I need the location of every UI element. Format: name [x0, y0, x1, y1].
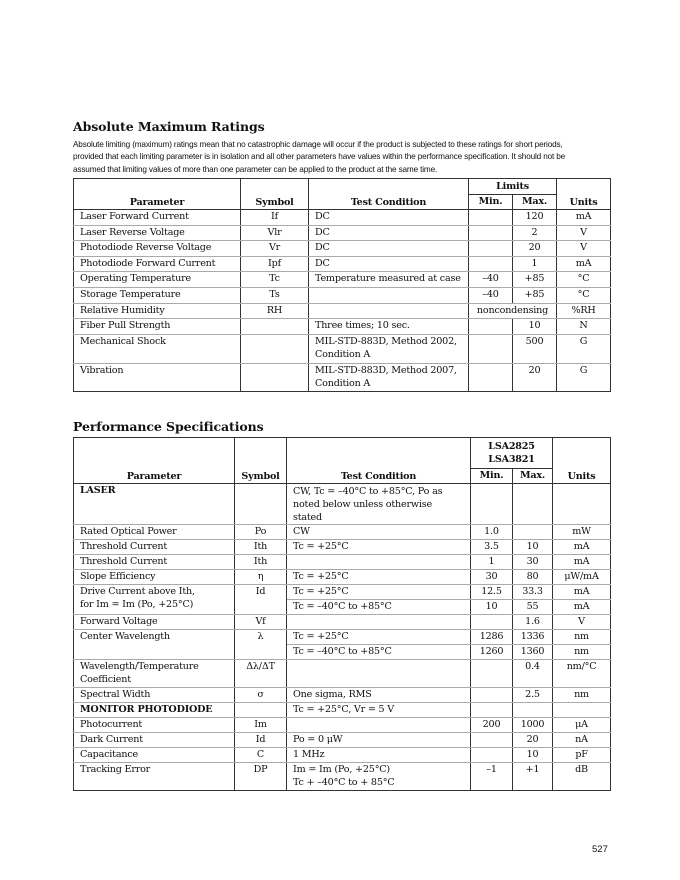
condition-cell: CW: [287, 525, 471, 540]
param-line: Coefficient: [80, 674, 131, 685]
max-cell: 1336: [513, 630, 553, 645]
condition-cell: Tc = +25°C: [287, 540, 471, 555]
min-cell: [471, 688, 513, 703]
units-cell: mA: [553, 585, 611, 600]
max-cell: 33.3: [513, 585, 553, 600]
table-row: [74, 287, 611, 303]
table-row: [74, 615, 611, 630]
units-cell: mA: [553, 540, 611, 555]
intro-line: Absolute limiting (maximum) ratings mean that no catastrophic damage will occur if the product is subjected to these ratings for short periods,: [73, 140, 563, 149]
units-cell: [553, 484, 611, 525]
symbol-cell: η: [235, 570, 287, 585]
max-cell: 1000: [513, 718, 553, 733]
section-label-monitor: MONITOR PHOTODIODE: [74, 703, 235, 718]
symbol-cell: Vr: [241, 241, 309, 257]
condition-cell: Tc = –40°C to +85°C: [287, 600, 471, 615]
col-header-parameter: Parameter: [74, 179, 241, 210]
table-row: [74, 718, 611, 733]
max-cell: 20: [513, 733, 553, 748]
param-line: for Im = Im (Po, +25°C): [80, 599, 194, 610]
symbol-cell: Ith: [235, 540, 287, 555]
units-cell: mA: [557, 210, 611, 226]
symbol-cell: [235, 484, 287, 525]
condition-line: CW, Tc = –40°C to +85°C, Po as: [293, 486, 443, 497]
col-header-max: Max.: [513, 195, 557, 210]
condition-cell: [309, 287, 469, 303]
units-cell: %RH: [557, 303, 611, 319]
max-cell: 30: [513, 555, 553, 570]
param-line: Wavelength/Temperature: [80, 661, 199, 672]
min-cell: 12.5: [471, 585, 513, 600]
min-cell: [469, 319, 513, 335]
min-cell: –40: [469, 287, 513, 303]
min-cell: [471, 748, 513, 763]
min-cell: [471, 484, 513, 525]
units-cell: nm: [553, 630, 611, 645]
units-cell: V: [557, 225, 611, 241]
symbol-cell: Vf: [235, 615, 287, 630]
table-row: [74, 585, 611, 600]
symbol-cell: λ: [235, 630, 287, 660]
units-cell: V: [557, 241, 611, 257]
symbol-cell: RH: [241, 303, 309, 319]
condition-line: Tc + –40°C to + 85°C: [293, 777, 395, 788]
min-cell: 30: [471, 570, 513, 585]
units-cell: °C: [557, 272, 611, 288]
min-cell: [469, 363, 513, 392]
min-cell: [469, 256, 513, 272]
table-row: [74, 256, 611, 272]
max-cell: 20: [513, 241, 557, 257]
max-cell: 1.6: [513, 615, 553, 630]
max-cell: 2: [513, 225, 557, 241]
max-cell: [513, 525, 553, 540]
condition-line: MIL-STD-883D, Method 2007,: [315, 364, 457, 376]
param-cell: Photodiode Forward Current: [74, 256, 241, 272]
symbol-cell: Vlr: [241, 225, 309, 241]
table-row: [74, 555, 611, 570]
performance-table: [73, 437, 611, 791]
condition-cell: DC: [309, 210, 469, 226]
col-header-max: Max.: [513, 469, 553, 484]
param-cell: Threshold Current: [74, 540, 235, 555]
min-cell: [469, 210, 513, 226]
condition-line: stated: [293, 512, 322, 523]
condition-cell: [287, 660, 471, 688]
limits-span-cell: noncondensing: [469, 303, 557, 319]
table-row: [74, 334, 611, 363]
condition-line: MIL-STD-883D, Method 2002,: [315, 335, 457, 347]
condition-cell: Temperature measured at case: [309, 272, 469, 288]
units-cell: nm/°C: [553, 660, 611, 688]
section-label-laser: LASER: [74, 484, 235, 525]
units-cell: dB: [553, 763, 611, 791]
absolute-max-title: Absolute Maximum Ratings: [73, 119, 265, 134]
condition-cell: DC: [309, 241, 469, 257]
symbol-cell: If: [241, 210, 309, 226]
param-cell: Forward Voltage: [74, 615, 235, 630]
condition-cell: Tc = +25°C: [287, 630, 471, 645]
symbol-cell: Id: [235, 585, 287, 615]
min-cell: [469, 225, 513, 241]
units-cell: V: [553, 615, 611, 630]
max-cell: 55: [513, 600, 553, 615]
table-row: [74, 630, 611, 645]
param-cell: Rated Optical Power: [74, 525, 235, 540]
symbol-cell: Ts: [241, 287, 309, 303]
max-cell: 10: [513, 319, 557, 335]
condition-cell: Tc = +25°C: [287, 570, 471, 585]
table-row: [74, 525, 611, 540]
col-header-models: [471, 438, 553, 469]
param-cell: Vibration: [74, 363, 241, 392]
param-cell: Photodiode Reverse Voltage: [74, 241, 241, 257]
max-cell: 10: [513, 540, 553, 555]
table-row: [74, 688, 611, 703]
table-row: [74, 319, 611, 335]
symbol-cell: [241, 363, 309, 392]
condition-cell: [309, 363, 469, 392]
table-row: [74, 241, 611, 257]
min-cell: [471, 660, 513, 688]
max-cell: +1: [513, 763, 553, 791]
max-cell: [513, 484, 553, 525]
max-cell: 500: [513, 334, 557, 363]
max-cell: 80: [513, 570, 553, 585]
table-row: [74, 303, 611, 319]
condition-cell: Tc = –40°C to +85°C: [287, 645, 471, 660]
col-header-test-condition: Test Condition: [309, 179, 469, 210]
min-cell: [471, 733, 513, 748]
condition-cell: Tc = +25°C: [287, 585, 471, 600]
table-row: [74, 363, 611, 392]
condition-cell: 1 MHz: [287, 748, 471, 763]
max-cell: 120: [513, 210, 557, 226]
param-cell: Center Wavelength: [74, 630, 235, 660]
table-row: [74, 272, 611, 288]
param-cell: Threshold Current: [74, 555, 235, 570]
symbol-cell: [241, 334, 309, 363]
col-header-symbol: Symbol: [241, 179, 309, 210]
condition-cell: [287, 484, 471, 525]
condition-line: Im = Im (Po, +25°C): [293, 764, 390, 775]
units-cell: G: [557, 334, 611, 363]
units-cell: nm: [553, 645, 611, 660]
min-cell: [469, 241, 513, 257]
table-row: [74, 540, 611, 555]
table-header-row: [74, 438, 611, 469]
units-cell: mA: [553, 555, 611, 570]
param-cell: Tracking Error: [74, 763, 235, 791]
units-cell: mA: [553, 600, 611, 615]
units-cell: °C: [557, 287, 611, 303]
max-cell: 20: [513, 363, 557, 392]
symbol-cell: Po: [235, 525, 287, 540]
param-cell: [74, 660, 235, 688]
units-cell: mW: [553, 525, 611, 540]
col-header-parameter: Parameter: [74, 438, 235, 484]
max-cell: 10: [513, 748, 553, 763]
param-cell: Mechanical Shock: [74, 334, 241, 363]
condition-cell: [287, 555, 471, 570]
min-cell: [471, 615, 513, 630]
param-cell: [74, 585, 235, 615]
col-header-min: Min.: [471, 469, 513, 484]
symbol-cell: Im: [235, 718, 287, 733]
table-row: [74, 225, 611, 241]
max-cell: [513, 703, 553, 718]
model-label: LSA2825: [488, 441, 535, 452]
min-cell: 200: [471, 718, 513, 733]
symbol-cell: [235, 703, 287, 718]
min-cell: 3.5: [471, 540, 513, 555]
max-cell: 1: [513, 256, 557, 272]
intro-line: provided that each limiting parameter is in isolation and all other parameters have values within the performance specification. It should not be: [73, 152, 566, 162]
param-cell: Fiber Pull Strength: [74, 319, 241, 335]
param-cell: Photocurrent: [74, 718, 235, 733]
param-cell: Storage Temperature: [74, 287, 241, 303]
col-header-units: Units: [553, 438, 611, 484]
col-header-test-condition: Test Condition: [287, 438, 471, 484]
param-cell: Relative Humidity: [74, 303, 241, 319]
section-row-laser: [74, 484, 611, 525]
min-cell: 1260: [471, 645, 513, 660]
min-cell: –40: [469, 272, 513, 288]
units-cell: nA: [553, 733, 611, 748]
min-cell: [469, 334, 513, 363]
param-cell: Laser Reverse Voltage: [74, 225, 241, 241]
table-row: [74, 570, 611, 585]
param-cell: Slope Efficiency: [74, 570, 235, 585]
performance-title: Performance Specifications: [73, 419, 264, 434]
condition-line: Condition A: [315, 377, 371, 389]
condition-line: Condition A: [315, 348, 371, 360]
symbol-cell: DP: [235, 763, 287, 791]
min-cell: 10: [471, 600, 513, 615]
max-cell: +85: [513, 272, 557, 288]
symbol-cell: Ith: [235, 555, 287, 570]
table-row: [74, 748, 611, 763]
min-cell: 1.0: [471, 525, 513, 540]
units-cell: N: [557, 319, 611, 335]
units-cell: μW/mA: [553, 570, 611, 585]
min-cell: –1: [471, 763, 513, 791]
max-cell: 1360: [513, 645, 553, 660]
symbol-cell: Id: [235, 733, 287, 748]
max-cell: 0.4: [513, 660, 553, 688]
intro-line: assumed that limiting values of more than one parameter can be applied to the product at the same time.: [73, 164, 438, 174]
condition-cell: Po = 0 μW: [287, 733, 471, 748]
col-header-min: Min.: [469, 195, 513, 210]
symbol-cell: [241, 319, 309, 335]
absolute-max-table: [73, 178, 611, 392]
units-cell: mA: [557, 256, 611, 272]
max-cell: 2.5: [513, 688, 553, 703]
col-header-symbol: Symbol: [235, 438, 287, 484]
param-line: Drive Current above Ith,: [80, 586, 195, 597]
section-row-monitor: [74, 703, 611, 718]
condition-cell: Three times; 10 sec.: [309, 319, 469, 335]
condition-cell: [287, 615, 471, 630]
param-cell: Dark Current: [74, 733, 235, 748]
symbol-cell: Δλ/ΔT: [235, 660, 287, 688]
condition-cell: [287, 718, 471, 733]
condition-cell: DC: [309, 256, 469, 272]
param-cell: Laser Forward Current: [74, 210, 241, 226]
symbol-cell: C: [235, 748, 287, 763]
param-cell: Capacitance: [74, 748, 235, 763]
absolute-max-intro: [73, 139, 613, 176]
condition-line: noted below unless otherwise: [293, 499, 432, 510]
symbol-cell: Ipf: [241, 256, 309, 272]
condition-cell: [287, 763, 471, 791]
units-cell: [553, 703, 611, 718]
table-header-row: [74, 179, 611, 195]
symbol-cell: Tc: [241, 272, 309, 288]
table-row: [74, 210, 611, 226]
table-row: [74, 733, 611, 748]
units-cell: pF: [553, 748, 611, 763]
min-cell: 1: [471, 555, 513, 570]
condition-cell: Tc = +25°C, Vr = 5 V: [287, 703, 471, 718]
col-header-units: Units: [557, 179, 611, 210]
symbol-cell: σ: [235, 688, 287, 703]
units-cell: G: [557, 363, 611, 392]
param-cell: Operating Temperature: [74, 272, 241, 288]
col-header-limits: Limits: [469, 179, 557, 195]
page-number: 527: [592, 844, 608, 855]
param-cell: Spectral Width: [74, 688, 235, 703]
min-cell: 1286: [471, 630, 513, 645]
max-cell: +85: [513, 287, 557, 303]
table-row: [74, 660, 611, 688]
model-label: LSA3821: [488, 454, 535, 465]
units-cell: nm: [553, 688, 611, 703]
units-cell: μA: [553, 718, 611, 733]
min-cell: [471, 703, 513, 718]
condition-cell: [309, 303, 469, 319]
condition-cell: One sigma, RMS: [287, 688, 471, 703]
condition-cell: [309, 334, 469, 363]
table-row: [74, 763, 611, 791]
condition-cell: DC: [309, 225, 469, 241]
